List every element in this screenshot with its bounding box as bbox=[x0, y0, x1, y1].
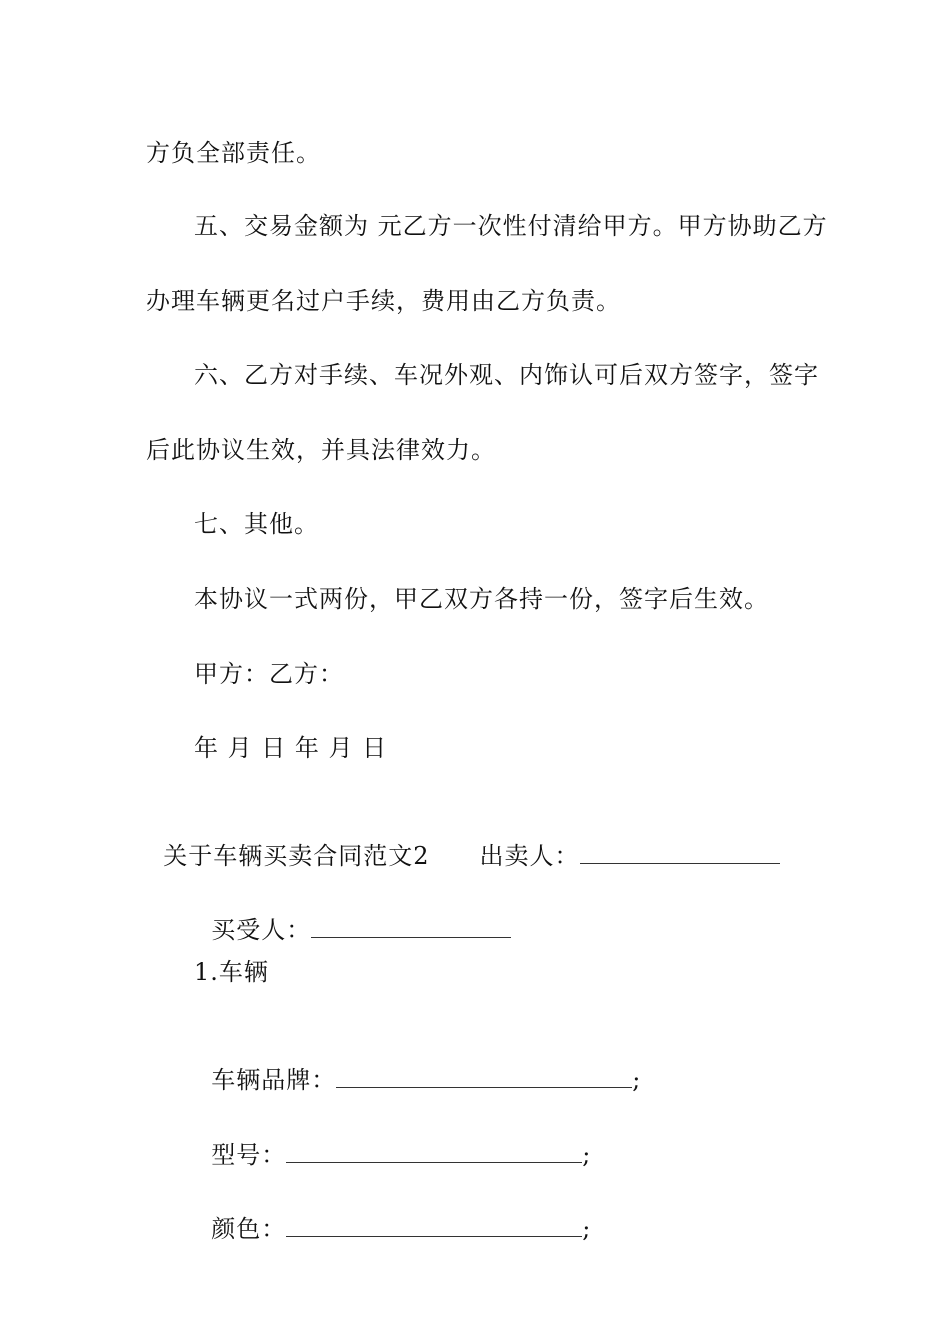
seller-blank bbox=[580, 841, 780, 864]
buyer-line bbox=[194, 882, 804, 946]
brand-line bbox=[194, 1032, 804, 1096]
buyer-label: 买受人： bbox=[211, 916, 312, 944]
paragraph-line: 本协议一式两份，甲乙双方各持一份，签字后生效。 bbox=[194, 585, 769, 613]
color-label: 颜色： bbox=[211, 1215, 287, 1243]
paragraph-line: 办理车辆更名过户手续，费用由乙方负责。 bbox=[146, 287, 621, 315]
seller-label: 出卖人： bbox=[479, 842, 580, 870]
model-blank bbox=[286, 1140, 582, 1163]
color-blank bbox=[286, 1214, 582, 1237]
paragraph-line: 方负全部责任。 bbox=[146, 139, 321, 167]
signature-parties-line: 甲方：乙方： bbox=[194, 660, 344, 688]
buyer-blank bbox=[311, 915, 511, 938]
color-line bbox=[194, 1181, 804, 1245]
brand-blank bbox=[336, 1065, 632, 1088]
item-heading: 1.车辆 bbox=[194, 958, 269, 986]
model-label: 型号： bbox=[211, 1141, 287, 1169]
semicolon: ; bbox=[582, 1215, 592, 1243]
paragraph-line: 七、其他。 bbox=[194, 510, 319, 538]
paragraph-line: 五、交易金额为 元乙方一次性付清给甲方。甲方协助乙方 bbox=[194, 212, 828, 240]
section-title-line bbox=[146, 808, 804, 872]
model-line bbox=[194, 1107, 804, 1171]
section-title: 关于车辆买卖合同范文2 bbox=[163, 842, 430, 870]
date-line: 年 月 日 年 月 日 bbox=[194, 734, 388, 762]
paragraph-line: 六、乙方对手续、车况外观、内饰认可后双方签字，签字 bbox=[194, 361, 819, 389]
semicolon: ; bbox=[582, 1141, 592, 1169]
paragraph-line: 后此协议生效，并具法律效力。 bbox=[146, 436, 496, 464]
semicolon: ; bbox=[632, 1066, 642, 1094]
brand-label: 车辆品牌： bbox=[211, 1066, 337, 1094]
